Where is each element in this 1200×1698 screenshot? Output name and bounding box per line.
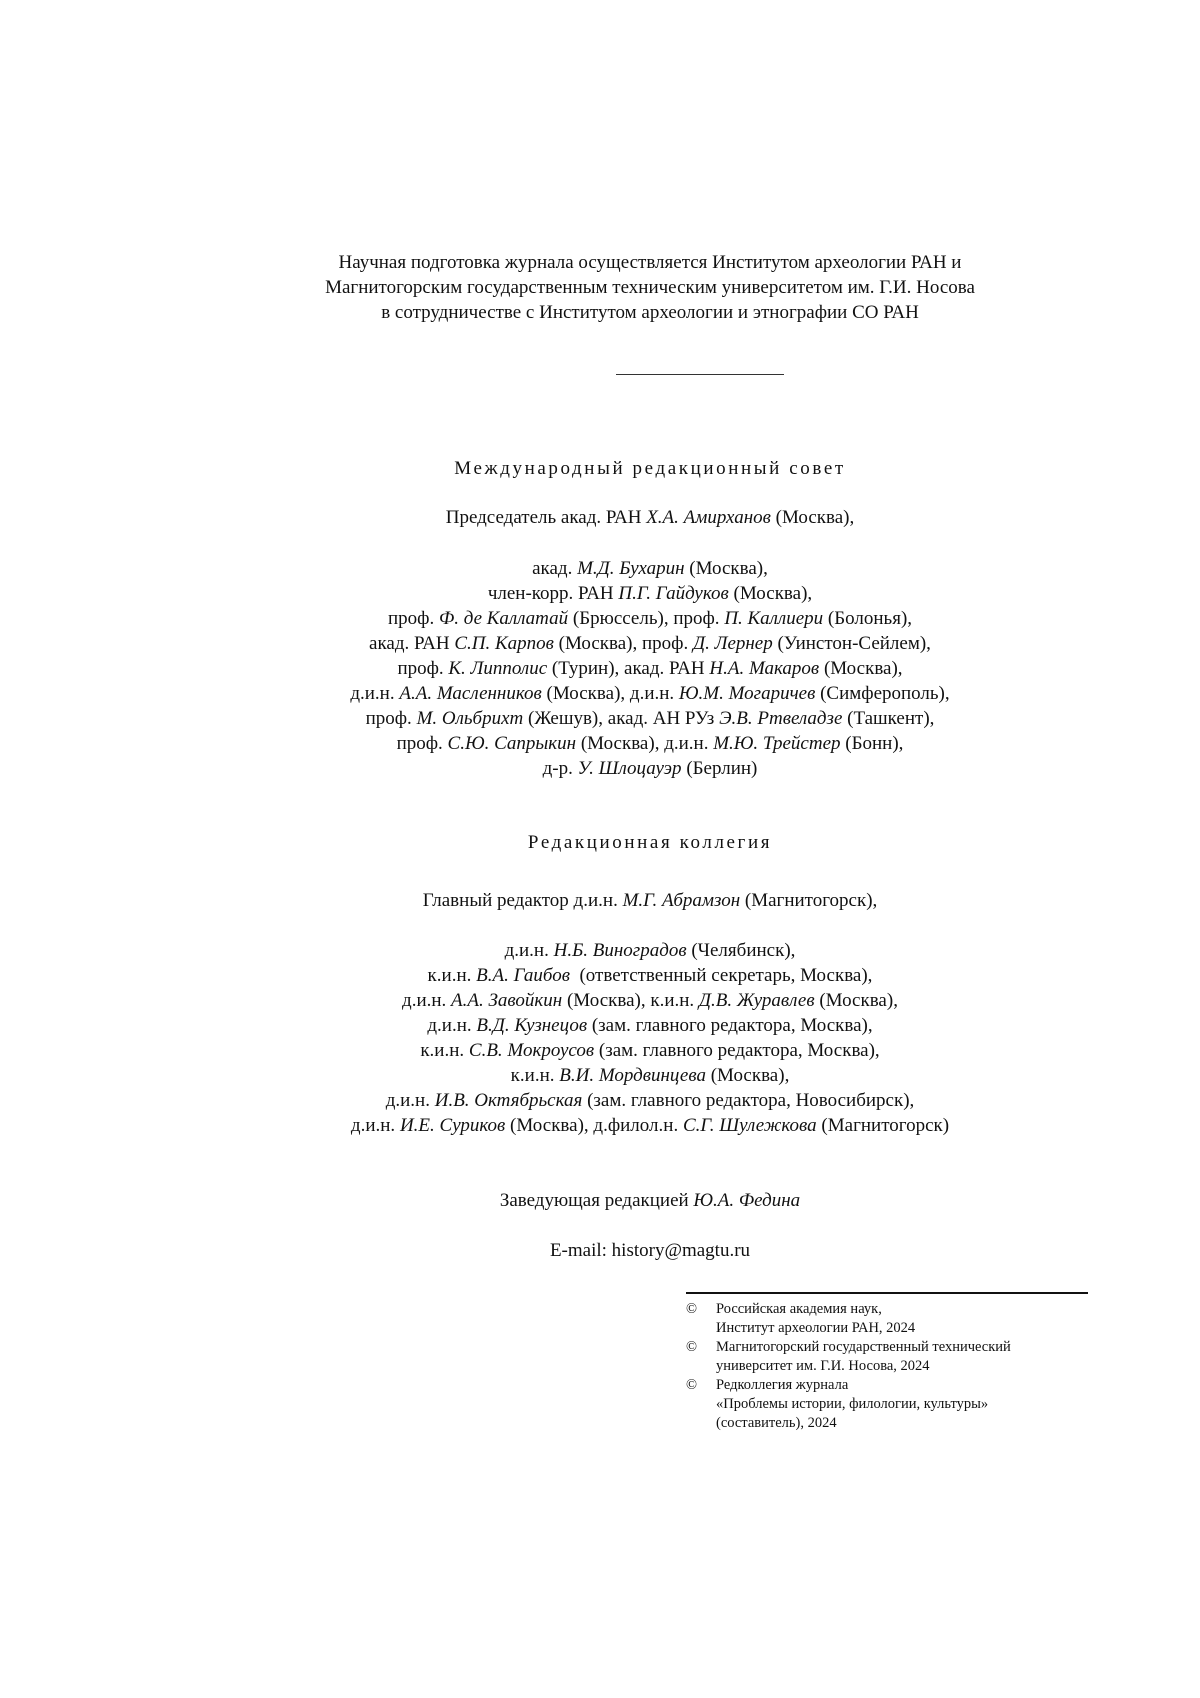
board-member-line xyxy=(320,1013,980,1038)
member-text: к.и.н. xyxy=(510,1065,560,1086)
member-text: (ответственный секретарь, Москва), xyxy=(569,965,873,986)
member-name: М. Ольбрихт xyxy=(416,708,524,729)
copyright-line: Российская академия наук, xyxy=(716,1301,882,1317)
board-members xyxy=(320,938,980,1138)
board-member-line xyxy=(320,963,980,988)
member-text: д.и.н. xyxy=(402,990,452,1011)
chief-name: М.Г. Абрамзон xyxy=(622,890,741,911)
member-text: д.и.н. xyxy=(385,1090,435,1111)
board-member-line xyxy=(320,1088,980,1113)
member-name: В.Д. Кузнецов xyxy=(476,1015,588,1036)
council-member-line xyxy=(320,581,980,606)
member-text: (Жешув), акад. АН РУз xyxy=(523,708,720,729)
board-member-line xyxy=(320,938,980,963)
board-heading: Редакционная коллегия xyxy=(527,832,773,853)
copyright-entry xyxy=(686,1338,1106,1376)
member-text: (Москва), д.филол.н. xyxy=(505,1115,683,1136)
member-text: д.и.н. xyxy=(350,1115,400,1136)
copyright-line: (составитель), 2024 xyxy=(716,1415,837,1431)
member-name: С.Г. Шулежкова xyxy=(682,1115,817,1136)
board-member-line xyxy=(320,1063,980,1088)
member-text: проф. xyxy=(397,658,449,679)
council-member-line xyxy=(320,656,980,681)
member-name: И.В. Октябрьская xyxy=(434,1090,583,1111)
member-text: (Ташкент), xyxy=(842,708,935,729)
council-member-line xyxy=(320,731,980,756)
intro-line: Магнитогорским государственным техническим университетом им. Г.И. Носова xyxy=(325,277,975,298)
member-text: (Москва), д.и.н. xyxy=(541,683,679,704)
member-name: Д. Лернер xyxy=(692,633,773,654)
member-name: В.И. Мордвинцева xyxy=(559,1065,706,1086)
copyright-line: университет им. Г.И. Носова, 2024 xyxy=(716,1358,930,1374)
chair-line xyxy=(320,505,980,530)
member-text: (Москва), xyxy=(684,558,768,579)
member-text: (зам. главного редактора, Москва), xyxy=(594,1040,880,1061)
email xyxy=(320,1238,980,1263)
copyright-entry xyxy=(686,1300,1106,1338)
head-editor-line xyxy=(320,1188,980,1213)
member-name: Ю.М. Могаричев xyxy=(678,683,816,704)
copyright-block xyxy=(686,1300,1106,1433)
council-member-line xyxy=(320,756,980,781)
member-name: И.Е. Суриков xyxy=(399,1115,506,1136)
member-name: Ф. де Каллатай xyxy=(438,608,569,629)
member-text: (зам. главного редактора, Москва), xyxy=(587,1015,873,1036)
member-text: (зам. главного редактора, Новосибирск), xyxy=(582,1090,915,1111)
member-text: к.и.н. xyxy=(420,1040,469,1061)
member-text: проф. xyxy=(396,733,448,754)
member-name: М.Ю. Трейстер xyxy=(713,733,841,754)
board-member-line xyxy=(320,1038,980,1063)
intro-text xyxy=(320,250,980,325)
member-text: (Брюссель), проф. xyxy=(568,608,725,629)
board-member-line xyxy=(320,988,980,1013)
member-text: (Берлин) xyxy=(681,758,758,779)
member-text: к.и.н. xyxy=(427,965,477,986)
member-text: (Москва), xyxy=(728,583,813,604)
chief-title: Главный редактор д.и.н. xyxy=(422,890,623,911)
member-text: (Турин), акад. РАН xyxy=(547,658,710,679)
copyright-icon: © xyxy=(686,1377,698,1393)
member-name: П.Г. Гайдуков xyxy=(618,583,729,604)
copyright-icon: © xyxy=(686,1301,698,1317)
member-text: (Москва), xyxy=(814,990,898,1011)
intro-line: в сотрудничестве с Институтом археологии и этнографии СО РАН xyxy=(381,302,919,323)
member-text: (Москва), проф. xyxy=(553,633,693,654)
member-text: д.и.н. xyxy=(504,940,554,961)
member-name: П. Каллиери xyxy=(724,608,824,629)
member-name: С.П. Карпов xyxy=(454,633,554,654)
chair-name: Х.А. Амирханов xyxy=(646,507,771,528)
separator-line xyxy=(616,374,784,375)
member-text: (Челябинск), xyxy=(686,940,796,961)
member-text: (Москва), xyxy=(705,1065,790,1086)
member-text: д.и.н. xyxy=(350,683,400,704)
member-name: Н.А. Макаров xyxy=(709,658,820,679)
member-text: (Москва), д.и.н. xyxy=(576,733,714,754)
council-members xyxy=(320,556,980,781)
member-name: Д.В. Журавлев xyxy=(698,990,815,1011)
member-name: Н.Б. Виноградов xyxy=(553,940,687,961)
council-member-line xyxy=(320,631,980,656)
member-text: д-р. xyxy=(542,758,578,779)
council-member-line xyxy=(320,606,980,631)
board-member-line xyxy=(320,1113,980,1138)
member-text: (Уинстон-Сейлем), xyxy=(772,633,931,654)
member-text: (Москва), к.и.н. xyxy=(562,990,699,1011)
copyright-text xyxy=(716,1300,915,1338)
email-line: E-mail: history@magtu.ru xyxy=(549,1240,751,1261)
member-text: (Симферополь), xyxy=(815,683,950,704)
copyright-line: Институт археологии РАН, 2024 xyxy=(716,1320,916,1336)
council-member-line xyxy=(320,681,980,706)
head-editor-title: Заведующая редакцией xyxy=(499,1190,694,1211)
member-text: член-корр. РАН xyxy=(487,583,619,604)
member-name: А.А. Завойкин xyxy=(451,990,563,1011)
council-heading: Международный редакционный совет xyxy=(454,458,846,479)
member-name: У. Шлоцауэр xyxy=(577,758,682,779)
copyright-line: Редколлегия журнала xyxy=(716,1377,849,1393)
chief-line xyxy=(320,888,980,913)
copyright-icon: © xyxy=(686,1339,698,1355)
head-editor-name: Ю.А. Федина xyxy=(693,1190,801,1211)
member-name: С.Ю. Сапрыкин xyxy=(447,733,577,754)
member-text: (Магнитогорск) xyxy=(816,1115,950,1136)
copyright-text xyxy=(716,1338,1011,1376)
chief-editor xyxy=(320,888,980,913)
council-member-line xyxy=(320,706,980,731)
member-text: проф. xyxy=(365,708,417,729)
member-text: акад. xyxy=(532,558,578,579)
member-text: (Болонья), xyxy=(823,608,913,629)
copyright-entry xyxy=(686,1376,1106,1433)
member-name: Э.В. Ртвеладзе xyxy=(719,708,843,729)
copyright-rule xyxy=(686,1292,1088,1294)
copyright-line: Магнитогорский государственный технический xyxy=(716,1339,1011,1355)
member-name: В.А. Гаибов xyxy=(476,965,570,986)
intro-line: Научная подготовка журнала осуществляется Институтом археологии РАН и xyxy=(338,252,962,273)
chief-city: (Магнитогорск), xyxy=(740,890,878,911)
member-text: (Москва), xyxy=(819,658,903,679)
council-chair xyxy=(320,505,980,530)
member-name: А.А. Масленников xyxy=(399,683,542,704)
copyright-line: «Проблемы истории, филологии, культуры» xyxy=(716,1396,989,1412)
chair-title: Председатель акад. РАН xyxy=(445,507,647,528)
member-text: акад. РАН xyxy=(369,633,455,654)
member-text: д.и.н. xyxy=(427,1015,477,1036)
member-text: (Бонн), xyxy=(840,733,904,754)
member-text: проф. xyxy=(387,608,439,629)
head-editor xyxy=(320,1188,980,1213)
chair-city: (Москва), xyxy=(770,507,855,528)
council-member-line xyxy=(320,556,980,581)
member-name: С.В. Мокроусов xyxy=(468,1040,595,1061)
member-name: М.Д. Бухарин xyxy=(577,558,685,579)
copyright-text xyxy=(716,1376,988,1433)
member-name: К. Липполис xyxy=(448,658,548,679)
